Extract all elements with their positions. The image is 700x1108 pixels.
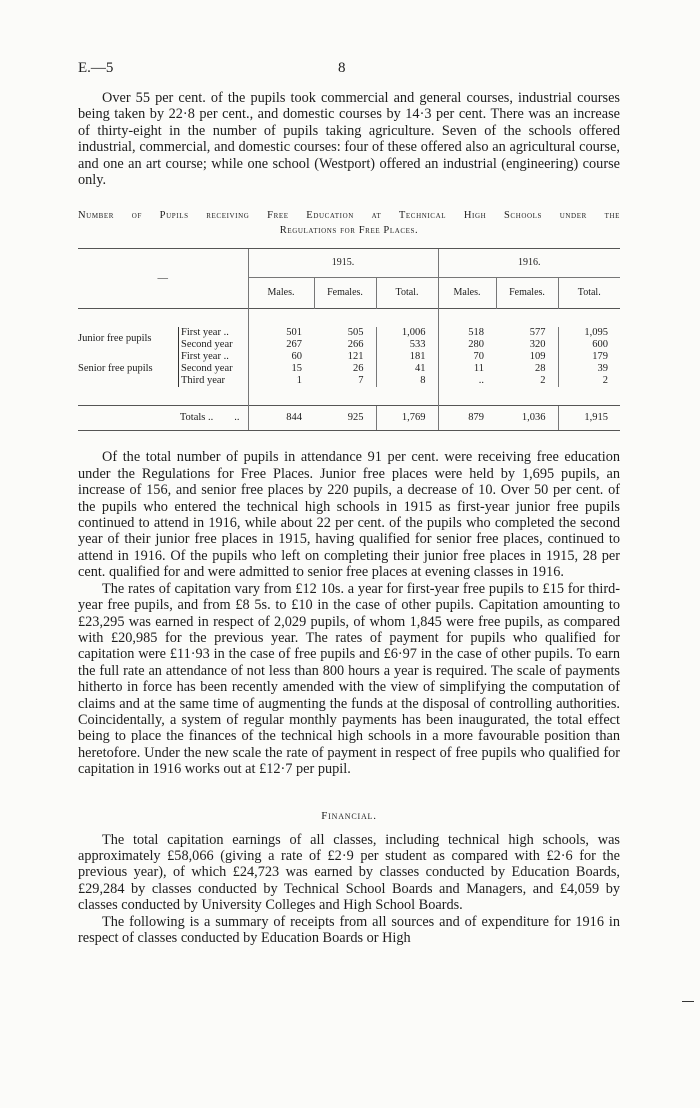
row-sub-label: First year .. xyxy=(178,351,229,363)
col-header-females-1916: Females. xyxy=(496,278,558,309)
page-header xyxy=(78,60,620,80)
table-cell: 600 xyxy=(558,339,620,351)
total-cell: 925 xyxy=(314,406,376,431)
paragraph-attendance: Of the total number of pupils in attendance 91 per cent. were receiving free education under the Regulations for Free Places. Junior free places were held by 1,695 pupils, an increase of 156, and senior free places by 220 pupils, a decrease of 10. Over 50 per cent. of the pupils who entered the technical high schools in 1915 as first-year junior free pupils continued to attend in 1916, while about 22 per cent. of the pupils who completed the second year of their junior free places in 1915, having qualified for senior free places, continued to attend in 1916. Of the pupils who left on completing their junior free places in 1915, 28 per cent. qualified for and were admitted to senior free places at evening classes in 1916. xyxy=(78,449,620,581)
table-cell: 15 xyxy=(248,363,314,375)
table-cell: 60 xyxy=(248,351,314,363)
table-stub-head: — xyxy=(157,272,168,284)
table-cell: 179 xyxy=(558,351,620,363)
table-cell: 11 xyxy=(438,363,496,375)
table-title-line-1: Number of Pupils receiving Free Education at Technical High Schools under the xyxy=(78,210,620,222)
margin-mark xyxy=(682,1001,694,1002)
table-cell: 1,006 xyxy=(376,327,438,339)
paragraph-summary-intro: The following is a summary of receipts from all sources and of expenditure for 1916 in respect of classes conducted by Education Boards or High xyxy=(78,913,620,946)
table-cell: 518 xyxy=(438,327,496,339)
totals-label: Totals .. .. xyxy=(78,406,248,431)
table-cell: 2 xyxy=(558,375,620,387)
total-cell: 879 xyxy=(438,406,496,431)
table-cell: 320 xyxy=(529,339,546,351)
table-cell: 181 xyxy=(376,351,438,363)
table-cell: 267 xyxy=(248,339,314,351)
table-cell: 26 xyxy=(353,363,364,375)
table-cell: 7 xyxy=(358,375,364,387)
free-pupils-table xyxy=(78,248,620,431)
col-header-total-1916: Total. xyxy=(558,278,620,309)
row-group-label: Senior free pupils xyxy=(78,363,153,375)
row-sub-label: First year .. xyxy=(178,327,229,339)
table-row xyxy=(78,327,620,339)
table-cell: 39 xyxy=(558,363,620,375)
table-cell: 109 xyxy=(529,351,546,363)
table-cell: 1 xyxy=(248,375,314,387)
table-cell: .. xyxy=(438,375,496,387)
total-cell: 1,036 xyxy=(496,406,558,431)
section-heading-financial: Financial. xyxy=(321,809,377,822)
paragraph-capitation-rates: The rates of capitation vary from £12 10s. a year for first-year free pupils to £15 for third-year free pupils, and from £8 5s. to £10 in the case of other pupils. Capitation amounting to £23,295 was earned in respect of 2,029 pupils, of whom 1,845 were free pupils, as compared with £20,985 for the previous year. The rates of payment for pupils who qualified for capitation were £11·93 in the case of free pupils and £6·97 in the case of other pupils. To earn the full rate an attendance of not less than 800 hours a year is required. The scale of payments hitherto in force has been recently amended with the view of simplifying the computation of claims and at the same time of augmenting the funds at the disposal of controlling authorities. Coincidentally, a system of regular monthly payments has been inaugurated, the total effect being to place the finances of the technical high schools in a more favourable position than heretofore. Under the new scale the rate of payment in respect of free pupils who qualified for capitation in 1916 works out at £12·7 per pupil. xyxy=(78,580,620,778)
col-header-females-1915: Females. xyxy=(314,278,376,309)
col-header-males-1916: Males. xyxy=(438,278,496,309)
table-cell: 280 xyxy=(438,339,496,351)
table-cell: 266 xyxy=(347,339,364,351)
total-cell: 844 xyxy=(248,406,314,431)
document-reference: E.—5 xyxy=(78,60,114,76)
document-page xyxy=(78,60,620,946)
total-cell: 1,915 xyxy=(558,406,620,431)
totals-row xyxy=(78,406,620,431)
row-sub-label: Third year xyxy=(178,375,225,387)
col-header-males-1915: Males. xyxy=(248,278,314,309)
table-title-line-2: Regulations for Free Places. xyxy=(279,225,419,237)
year-1915-header: 1915. xyxy=(248,249,438,278)
table-cell: 577 xyxy=(529,327,546,339)
page-number: 8 xyxy=(338,60,346,76)
col-header-total-1915: Total. xyxy=(376,278,438,309)
table-cell: 70 xyxy=(438,351,496,363)
row-group-label: Junior free pupils xyxy=(78,333,152,345)
row-sub-label: Second year xyxy=(178,363,233,375)
paragraph-capitation-earnings: The total capitation earnings of all classes, including technical high schools, was approximately £58,066 (giving a rate of £2·9 per student as compared with £2·6 for the previous year), of which £24,723 was earned by classes conducted by Education Boards, £29,284 by classes conducted by Technical School Boards and Managers, and £4,059 by classes conducted by University Colleges and High School Boards. xyxy=(78,831,620,914)
table-cell: 41 xyxy=(376,363,438,375)
table-cell: 1,095 xyxy=(558,327,620,339)
table-title xyxy=(78,208,620,238)
table-cell: 121 xyxy=(347,351,364,363)
paragraph-courses: Over 55 per cent. of the pupils took commercial and general courses, industrial courses being taken by 22·8 per cent., and domestic courses by 14·3 per cent. There was an increase of thirty-eight in the number of pupils taking agriculture. Seven of the schools offered industrial, commercial, and domestic courses: four of these offered also an agricultural course, and one an art course; while one school (Westport) offered an industrial (engineering) course only. xyxy=(78,90,620,189)
row-sub-label: Second year xyxy=(178,339,233,351)
table-cell: 28 xyxy=(535,363,546,375)
total-cell: 1,769 xyxy=(376,406,438,431)
table-cell: 8 xyxy=(376,375,438,387)
table-cell: 533 xyxy=(376,339,438,351)
table-cell: 2 xyxy=(540,375,546,387)
table-cell: 505 xyxy=(347,327,364,339)
table-row xyxy=(78,351,620,363)
table-cell: 501 xyxy=(248,327,314,339)
year-1916-header: 1916. xyxy=(438,249,620,278)
